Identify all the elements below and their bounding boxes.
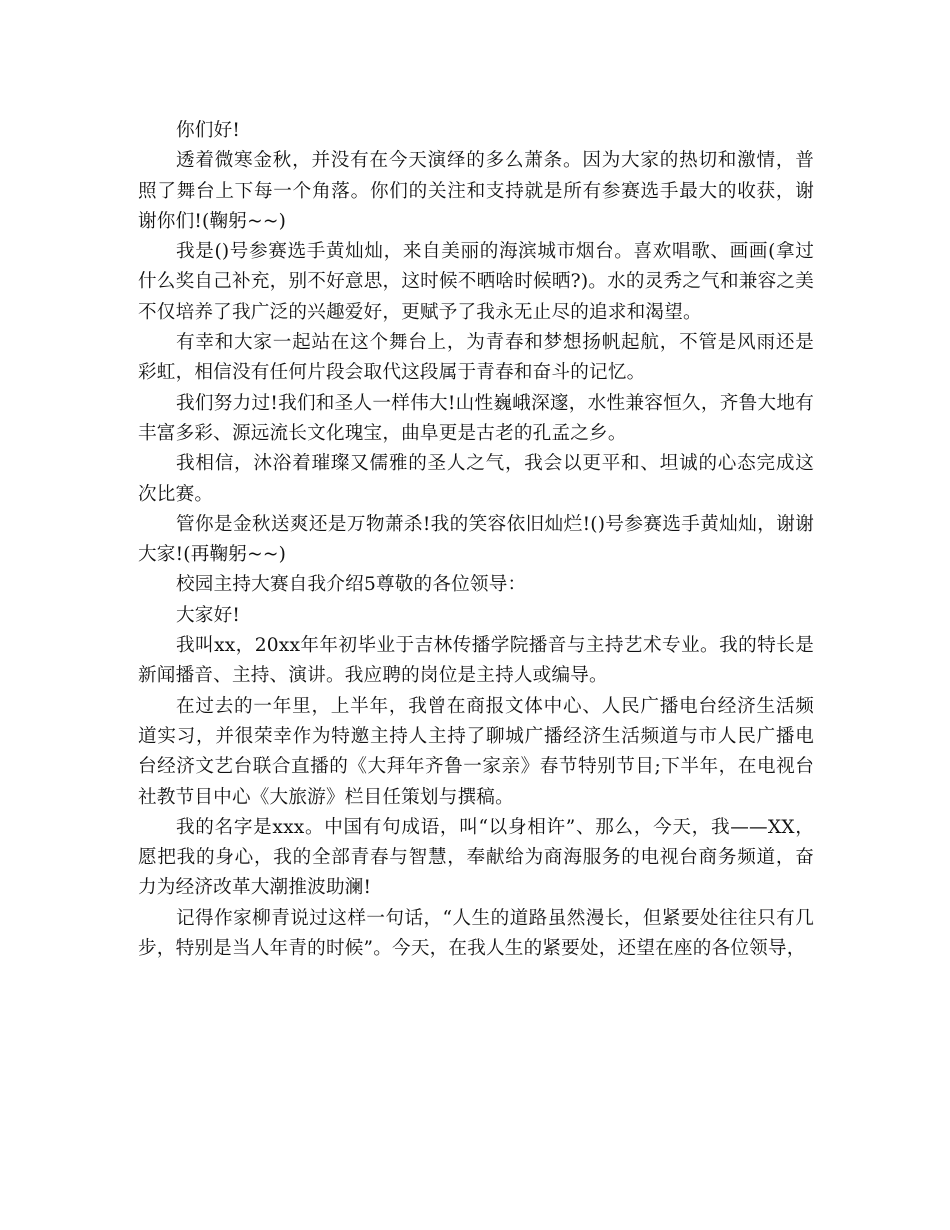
paragraph: 在过去的一年里，上半年，我曾在商报文体中心、人民广播电台经济生活频道实习，并很荣幸作为特邀主持人主持了聊城广播经济生活频道与市人民广播电台经济文艺台联合直播的《大拜年齐鲁一家亲》春节特别节目;下半年，在电视台社教节目中心《大旅游》栏目任策划与撰稿。 xyxy=(138,695,814,808)
paragraph: 有幸和大家一起站在这个舞台上，为青春和梦想扬帆起航，不管是风雨还是彩虹，相信没有任何片段会取代这段属于青春和奋斗的记忆。 xyxy=(138,332,814,384)
paragraph: 管你是金秋送爽还是万物萧杀!我的笑容依旧灿烂!()号参赛选手黄灿灿，谢谢大家!(再鞠躬~~) xyxy=(138,513,814,566)
paragraph: 大家好! xyxy=(176,604,241,626)
paragraph: 我们努力过!我们和圣人一样伟大!山性巍峨深邃，水性兼容恒久，齐鲁大地有丰富多彩、源远流长文化瑰宝，曲阜更是古老的孔孟之乡。 xyxy=(138,392,814,444)
paragraph: 记得作家柳青说过这样一句话，“人生的道路虽然漫长，但紧要处往往只有几步，特别是当人年青的时候”。今天，在我人生的紧要处，还望在座的各位领导， xyxy=(138,907,814,960)
paragraph: 透着微寒金秋，并没有在今天演绎的多么萧条。因为大家的热切和激情，普照了舞台上下每一个角落。你们的关注和支持就是所有参赛选手最大的收获，谢谢你们!(鞠躬~~) xyxy=(138,150,814,232)
paragraph: 我相信，沐浴着璀璨又儒雅的圣人之气，我会以更平和、坦诚的心态完成这次比赛。 xyxy=(138,453,814,505)
paragraph: 我的名字是xxx。中国有句成语，叫“以身相许”、那么，今天，我——XX，愿把我的身心，我的全部青春与智慧，奉献给为商海服务的电视台商务频道，奋力为经济改革大潮推波助澜! xyxy=(138,816,814,899)
document-body xyxy=(138,116,814,964)
paragraph: 我叫xx，20xx年年初毕业于吉林传播学院播音与主持艺术专业。我的特长是新闻播音、主持、演讲。我应聘的岗位是主持人或编导。 xyxy=(138,635,814,687)
paragraph: 你们好! xyxy=(176,120,241,141)
section-heading-paragraph: 校园主持大赛自我介绍5尊敬的各位领导： xyxy=(176,574,527,596)
paragraph: 我是()号参赛选手黄灿灿，来自美丽的海滨城市烟台。喜欢唱歌、画画(拿过什么奖自己补充，别不好意思，这时候不晒啥时候晒?)。水的灵秀之气和兼容之美不仅培养了我广泛的兴趣爱好，更赋予了我永无止尽的追求和渴望。 xyxy=(138,241,814,323)
